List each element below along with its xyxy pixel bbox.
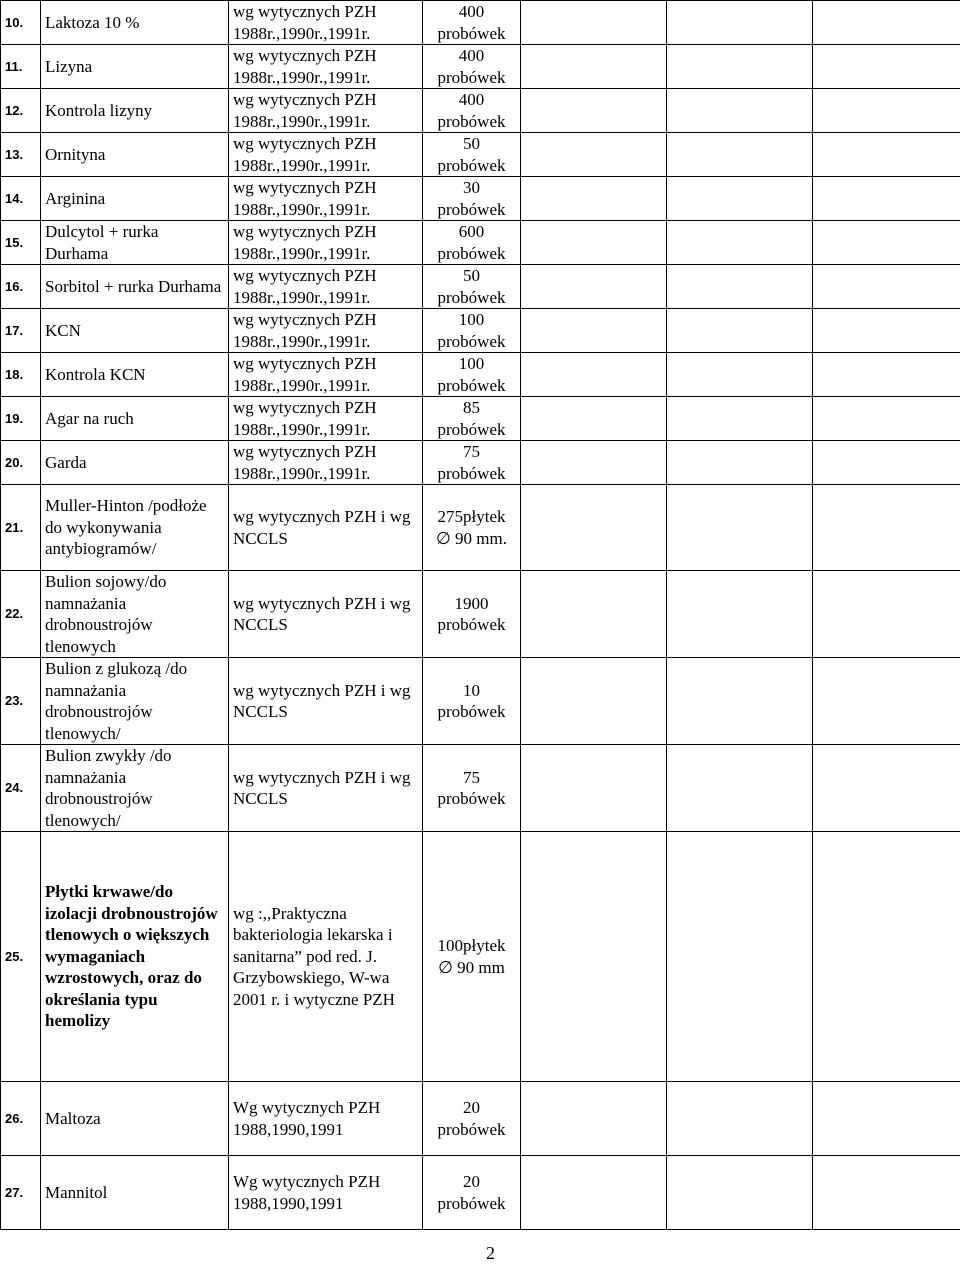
table-row	[1, 353, 960, 397]
empty-cell	[813, 353, 960, 397]
empty-cell	[813, 832, 960, 1082]
table-row	[1, 309, 960, 353]
empty-cell	[521, 397, 667, 441]
empty-cell	[667, 571, 813, 658]
table-row	[1, 177, 960, 221]
medium-name: Mannitol	[41, 1156, 229, 1230]
reference: wg wytycznych PZH i wg NCCLS	[229, 571, 423, 658]
empty-cell	[667, 397, 813, 441]
empty-cell	[667, 485, 813, 571]
quantity: 1900 probówek	[423, 571, 521, 658]
empty-cell	[521, 45, 667, 89]
empty-cell	[521, 485, 667, 571]
reference: wg wytycznych PZH 1988r.,1990r.,1991r.	[229, 89, 423, 133]
reference: wg wytycznych PZH 1988r.,1990r.,1991r.	[229, 45, 423, 89]
empty-cell	[813, 745, 960, 832]
row-number: 23.	[1, 658, 41, 745]
medium-name: Arginina	[41, 177, 229, 221]
medium-name: Kontrola KCN	[41, 353, 229, 397]
empty-cell	[667, 133, 813, 177]
quantity: 20 probówek	[423, 1082, 521, 1156]
empty-cell	[521, 1156, 667, 1230]
medium-name: Bulion zwykły /do namnażania drobnoustrojów tlenowych/	[41, 745, 229, 832]
empty-cell	[521, 441, 667, 485]
empty-cell	[667, 89, 813, 133]
medium-name: Ornityna	[41, 133, 229, 177]
empty-cell	[521, 265, 667, 309]
medium-name: Muller-Hinton /podłoże do wykonywania antybiogramów/	[41, 485, 229, 571]
reference: wg wytycznych PZH 1988r.,1990r.,1991r.	[229, 1, 423, 45]
reference: Wg wytycznych PZH 1988,1990,1991	[229, 1082, 423, 1156]
table-row	[1, 89, 960, 133]
empty-cell	[813, 441, 960, 485]
empty-cell	[813, 177, 960, 221]
empty-cell	[813, 45, 960, 89]
empty-cell	[521, 309, 667, 353]
medium-name: Bulion sojowy/do namnażania drobnoustrojów tlenowych	[41, 571, 229, 658]
quantity: 100 probówek	[423, 353, 521, 397]
page-number: 2	[486, 1243, 495, 1264]
quantity: 10 probówek	[423, 658, 521, 745]
row-number: 26.	[1, 1082, 41, 1156]
reference: wg wytycznych PZH i wg NCCLS	[229, 658, 423, 745]
row-number: 22.	[1, 571, 41, 658]
table-row	[1, 1082, 960, 1156]
empty-cell	[813, 221, 960, 265]
empty-cell	[813, 485, 960, 571]
table-row	[1, 571, 960, 658]
table-row	[1, 133, 960, 177]
empty-cell	[813, 309, 960, 353]
row-number: 13.	[1, 133, 41, 177]
empty-cell	[521, 1, 667, 45]
empty-cell	[667, 309, 813, 353]
row-number: 15.	[1, 221, 41, 265]
empty-cell	[667, 1, 813, 45]
table-row	[1, 45, 960, 89]
empty-cell	[813, 658, 960, 745]
empty-cell	[813, 133, 960, 177]
reference: wg wytycznych PZH i wg NCCLS	[229, 745, 423, 832]
empty-cell	[667, 658, 813, 745]
table-row	[1, 441, 960, 485]
table-row	[1, 397, 960, 441]
row-number: 19.	[1, 397, 41, 441]
table-row	[1, 221, 960, 265]
empty-cell	[667, 1082, 813, 1156]
row-number: 25.	[1, 832, 41, 1082]
medium-name: Agar na ruch	[41, 397, 229, 441]
table-row	[1, 745, 960, 832]
empty-cell	[521, 832, 667, 1082]
medium-name: Bulion z glukozą /do namnażania drobnoustrojów tlenowych/	[41, 658, 229, 745]
table-row	[1, 485, 960, 571]
empty-cell	[521, 177, 667, 221]
medium-name: Kontrola lizyny	[41, 89, 229, 133]
row-number: 18.	[1, 353, 41, 397]
empty-cell	[521, 658, 667, 745]
empty-cell	[521, 221, 667, 265]
quantity: 100 probówek	[423, 309, 521, 353]
empty-cell	[667, 745, 813, 832]
empty-cell	[667, 221, 813, 265]
quantity: 75 probówek	[423, 745, 521, 832]
quantity: 20 probówek	[423, 1156, 521, 1230]
reference: wg wytycznych PZH 1988r.,1990r.,1991r.	[229, 177, 423, 221]
empty-cell	[521, 89, 667, 133]
medium-name: Garda	[41, 441, 229, 485]
table-row	[1, 658, 960, 745]
row-number: 10.	[1, 1, 41, 45]
table-row	[1, 265, 960, 309]
empty-cell	[521, 745, 667, 832]
medium-name: Płytki krwawe/do izolacji drobnoustrojów tlenowych o większych wymaganiach wzrostowych, oraz do określania typu hemolizy	[41, 832, 229, 1082]
empty-cell	[667, 265, 813, 309]
row-number: 20.	[1, 441, 41, 485]
medium-name: Dulcytol + rurka Durhama	[41, 221, 229, 265]
quantity: 100płytek ∅ 90 mm	[423, 832, 521, 1082]
quantity: 600 probówek	[423, 221, 521, 265]
reference: wg wytycznych PZH 1988r.,1990r.,1991r.	[229, 353, 423, 397]
reference: wg wytycznych PZH 1988r.,1990r.,1991r.	[229, 221, 423, 265]
empty-cell	[521, 571, 667, 658]
empty-cell	[667, 45, 813, 89]
medium-name: KCN	[41, 309, 229, 353]
quantity: 50 probówek	[423, 265, 521, 309]
medium-name: Lizyna	[41, 45, 229, 89]
empty-cell	[667, 441, 813, 485]
table-row	[1, 1, 960, 45]
table-row	[1, 1156, 960, 1230]
empty-cell	[521, 353, 667, 397]
medium-name: Maltoza	[41, 1082, 229, 1156]
reference: Wg wytycznych PZH 1988,1990,1991	[229, 1156, 423, 1230]
quantity: 400 probówek	[423, 45, 521, 89]
reference: wg wytycznych PZH 1988r.,1990r.,1991r.	[229, 397, 423, 441]
row-number: 12.	[1, 89, 41, 133]
quantity: 275płytek ∅ 90 mm.	[423, 485, 521, 571]
row-number: 21.	[1, 485, 41, 571]
empty-cell	[813, 571, 960, 658]
empty-cell	[667, 1156, 813, 1230]
empty-cell	[667, 353, 813, 397]
empty-cell	[521, 133, 667, 177]
row-number: 16.	[1, 265, 41, 309]
empty-cell	[813, 1156, 960, 1230]
empty-cell	[667, 832, 813, 1082]
row-number: 14.	[1, 177, 41, 221]
row-number: 24.	[1, 745, 41, 832]
medium-name: Laktoza 10 %	[41, 1, 229, 45]
quantity: 30 probówek	[423, 177, 521, 221]
row-number: 11.	[1, 45, 41, 89]
row-number: 27.	[1, 1156, 41, 1230]
empty-cell	[521, 1082, 667, 1156]
empty-cell	[813, 89, 960, 133]
reference: wg :,,Praktyczna bakteriologia lekarska i sanitarna” pod red. J. Grzybowskiego, W-wa 2001 r. i wytyczne PZH	[229, 832, 423, 1082]
quantity: 400 probówek	[423, 1, 521, 45]
reference: wg wytycznych PZH 1988r.,1990r.,1991r.	[229, 133, 423, 177]
quantity: 50 probówek	[423, 133, 521, 177]
empty-cell	[667, 177, 813, 221]
quantity: 400 probówek	[423, 89, 521, 133]
empty-cell	[813, 1, 960, 45]
medium-name: Sorbitol + rurka Durhama	[41, 265, 229, 309]
empty-cell	[813, 1082, 960, 1156]
reference: wg wytycznych PZH i wg NCCLS	[229, 485, 423, 571]
quantity: 75 probówek	[423, 441, 521, 485]
table-row	[1, 832, 960, 1082]
reference: wg wytycznych PZH 1988r.,1990r.,1991r.	[229, 441, 423, 485]
empty-cell	[813, 265, 960, 309]
quantity: 85 probówek	[423, 397, 521, 441]
reference: wg wytycznych PZH 1988r.,1990r.,1991r.	[229, 265, 423, 309]
reference: wg wytycznych PZH 1988r.,1990r.,1991r.	[229, 309, 423, 353]
empty-cell	[813, 397, 960, 441]
row-number: 17.	[1, 309, 41, 353]
